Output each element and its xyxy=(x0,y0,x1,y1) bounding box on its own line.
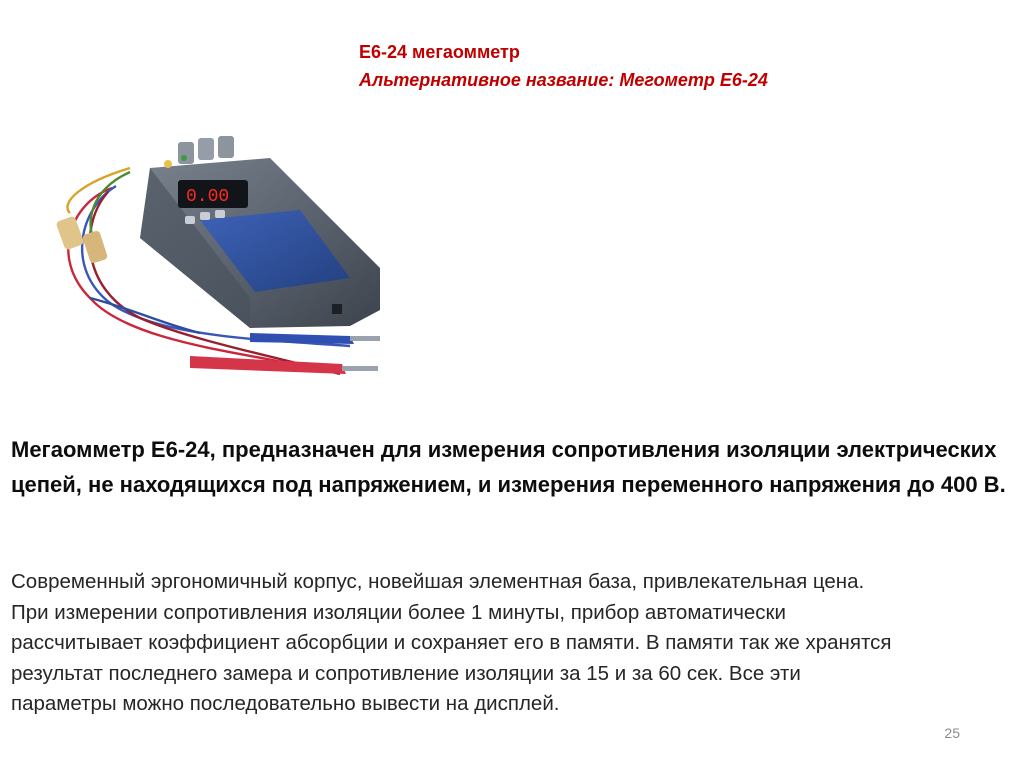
alternative-name: Альтернативное название: Мегометр Е6-24 xyxy=(359,70,768,90)
description-paragraph: Современный эргономичный корпус, новейшая элементная база, привлекательная цена. При измерении сопротивления изоляции более 1 минуты, прибор автоматически рассчитывает коэффициент абсорбции и сохраняет его в памяти. В памяти так же хранятся результат последнего замера и сопротивление изоляции за 15 и за 60 сек. Все эти параметры можно последовательно вывести на дисплей. xyxy=(11,570,892,715)
lead-paragraph: Мегаомметр Е6-24, предназначен для измерения сопротивления изоляции электрических цепей, не находящихся под напряжением, и измерения переменного напряжения до 400 В. xyxy=(11,437,1006,497)
page-number: 25 xyxy=(944,725,960,741)
display-reading: 0.00 xyxy=(186,187,230,207)
megohmmeter-photo xyxy=(50,128,402,390)
title-block xyxy=(359,38,768,94)
probe-blue xyxy=(250,333,380,344)
probe-red xyxy=(190,356,378,374)
device-body xyxy=(140,136,380,328)
slide-title: Е6-24 мегаомметр xyxy=(359,42,520,62)
